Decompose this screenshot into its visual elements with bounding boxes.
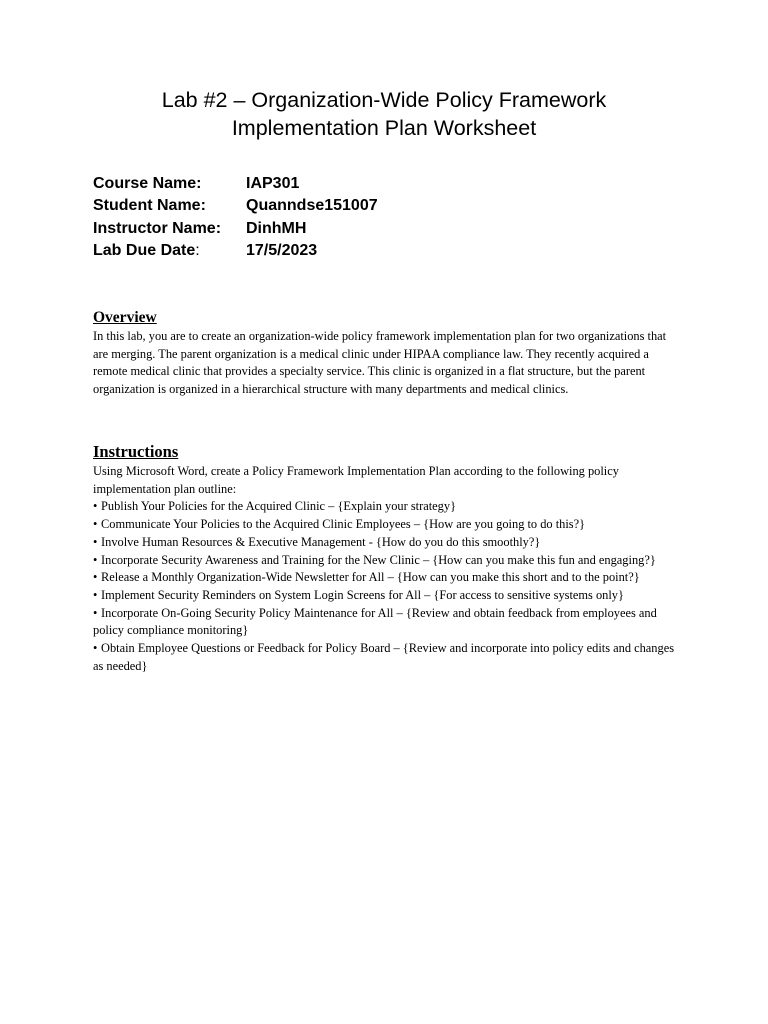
list-item [93,498,683,516]
list-item [93,605,683,640]
list-item [93,640,683,675]
lab-due-date-label-text: Lab Due Date [93,241,196,259]
course-name-value: IAP301 [246,175,300,192]
list-item [93,587,683,605]
instructions-heading: Instructions [93,442,179,461]
overview-section [93,308,683,399]
bullet-icon: • [93,552,98,567]
student-name-value: Quanndse151007 [246,197,378,215]
list-item-text: Incorporate Security Awareness and Training for the New Clinic – {How can you make this fun and engaging?} [101,552,656,567]
title-line-1: Lab #2 – Organization-Wide Policy Framework [161,88,607,112]
instructions-section [93,441,683,675]
list-item-text: Release a Monthly Organization-Wide Newsletter for All – {How can you make this short and to the point?} [101,570,640,585]
document-title [60,86,708,142]
list-item-text: Publish Your Policies for the Acquired Clinic – {Explain your strategy} [101,499,457,514]
bullet-icon: • [93,641,98,656]
lab-due-date-row [93,240,378,262]
bullet-icon: • [93,605,98,620]
instructions-list [93,498,683,675]
overview-paragraph: In this lab, you are to create an organization-wide policy framework implementation plan for two organizations that are merging. The parent organization is a medical clinic under HIPAA compliance law. They recently acquired a remote medical clinic that provides a specialty service. This clinic is organized in a flat structure, but the parent organization is organized in a hierarchical structure with many departments and medical clinics. [93,329,667,397]
list-item [93,552,683,570]
list-item-text: Obtain Employee Questions or Feedback for Policy Board – {Review and incorporate into policy edits and changes as needed} [93,641,675,673]
lab-due-date-value: 17/5/2023 [246,241,318,259]
list-item [93,569,683,587]
list-item-text: Incorporate On-Going Security Policy Maintenance for All – {Review and obtain feedback from employees and policy compliance monitoring} [93,605,657,638]
student-name-row [93,195,378,217]
list-item [93,534,683,552]
student-name-label: Student Name: [93,197,206,215]
bullet-icon: • [93,587,98,602]
list-item-text: Implement Security Reminders on System Login Screens for All – {For access to sensitive systems only} [101,587,624,602]
list-item [93,516,683,534]
list-item-text: Involve Human Resources & Executive Management - {How do you do this smoothly?} [101,534,541,549]
course-name-row [93,173,378,195]
instructor-name-row [93,218,378,240]
bullet-icon: • [93,517,98,532]
bullet-icon: • [93,499,98,514]
lab-due-date-label-colon: : [195,241,200,259]
overview-heading: Overview [93,309,157,326]
instructor-name-label: Instructor Name: [93,219,222,237]
title-line-2: Implementation Plan Worksheet [231,116,537,140]
instructions-intro: Using Microsoft Word, create a Policy Framework Implementation Plan according to the following policy implementation plan outline: [93,464,619,496]
list-item-text: Communicate Your Policies to the Acquired Clinic Employees – {How are you going to do this?} [101,517,586,532]
course-info-block [93,173,378,262]
instructor-name-value: DinhMH [246,219,307,237]
course-name-label: Course Name: [93,175,202,192]
bullet-icon: • [93,534,98,549]
bullet-icon: • [93,570,98,585]
lab-due-date-label [93,240,246,262]
